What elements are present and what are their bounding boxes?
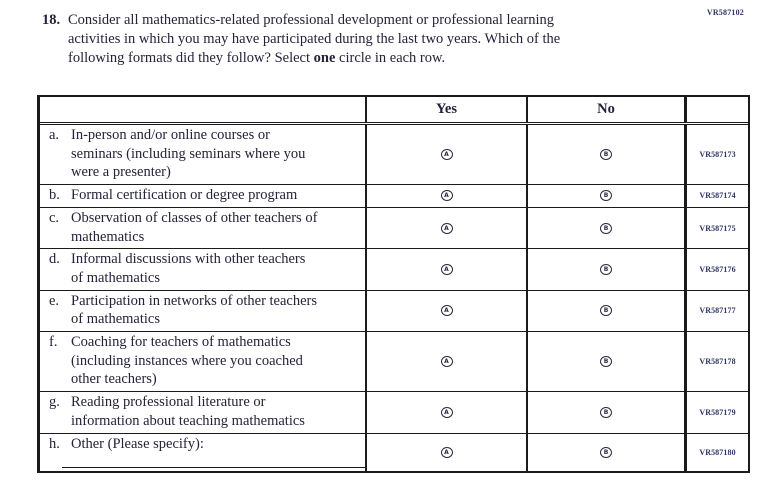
no-option-circle[interactable]: B xyxy=(600,149,612,160)
row-code: VR587180 xyxy=(699,447,736,457)
yes-option-circle[interactable]: A xyxy=(441,149,453,160)
row-label: d. Informal discussions with other teachers of mathematics xyxy=(49,251,306,286)
row-code: VR587178 xyxy=(699,357,736,367)
no-option-circle[interactable]: B xyxy=(600,190,612,201)
no-option-circle[interactable]: B xyxy=(600,305,612,316)
row-label: a. In-person and/or online courses or seminars (including seminars where you were a presenter) xyxy=(49,127,306,181)
no-option-circle[interactable]: B xyxy=(600,264,612,275)
row-code: VR587175 xyxy=(699,223,736,233)
row-code: VR587177 xyxy=(699,306,736,316)
table-row-h xyxy=(40,434,748,471)
table-row-c xyxy=(40,208,748,249)
header-empty-cell xyxy=(40,97,365,122)
table-row-f xyxy=(40,332,748,392)
question-line: following formats did they follow? Select one circle in each row. xyxy=(68,50,446,66)
question-number: 18. xyxy=(42,12,61,28)
table-row-b xyxy=(40,185,748,208)
column-header-no: No xyxy=(597,101,615,117)
table-row-a xyxy=(40,125,748,185)
yes-option-circle[interactable]: A xyxy=(441,190,453,201)
row-code: VR587174 xyxy=(699,191,736,201)
question-block xyxy=(42,11,560,68)
row-label: f. Coaching for teachers of mathematics (including instances where you coached other teachers) xyxy=(49,334,303,388)
yes-option-circle[interactable]: A xyxy=(441,305,453,316)
no-option-circle[interactable]: B xyxy=(600,447,612,458)
column-header-yes: Yes xyxy=(436,101,457,117)
question-text xyxy=(68,11,560,68)
yes-option-circle[interactable]: A xyxy=(441,264,453,275)
no-option-circle[interactable]: B xyxy=(600,407,612,418)
table-row-g xyxy=(40,392,748,433)
table-header-row xyxy=(40,97,748,125)
no-option-circle[interactable]: B xyxy=(600,356,612,367)
no-option-circle[interactable]: B xyxy=(600,223,612,234)
yes-option-circle[interactable]: A xyxy=(441,223,453,234)
form-code: VR587102 xyxy=(706,8,744,17)
row-label: h. Other (Please specify): xyxy=(40,434,365,471)
row-label: g. Reading professional literature or information about teaching mathematics xyxy=(49,394,305,429)
row-label: e. Participation in networks of other teachers of mathematics xyxy=(49,292,318,328)
yes-option-circle[interactable]: A xyxy=(441,356,453,367)
row-label: b. Formal certification or degree program xyxy=(49,187,298,204)
response-table xyxy=(37,95,750,473)
row-label: c. Observation of classes of other teachers of mathematics xyxy=(49,209,318,245)
question-line: Consider all mathematics-related professional development or professional learning xyxy=(68,12,554,28)
table-row-d xyxy=(40,249,748,290)
yes-option-circle[interactable]: A xyxy=(441,447,453,458)
question-line: activities in which you may have participated during the last two years. Which of the xyxy=(68,31,561,47)
yes-option-circle[interactable]: A xyxy=(441,407,453,418)
row-code: VR587173 xyxy=(699,150,736,160)
write-in-line[interactable] xyxy=(62,467,365,468)
header-code-cell xyxy=(684,97,748,122)
row-code: VR587176 xyxy=(699,264,736,274)
row-code: VR587179 xyxy=(699,407,736,417)
table-row-e xyxy=(40,291,748,332)
